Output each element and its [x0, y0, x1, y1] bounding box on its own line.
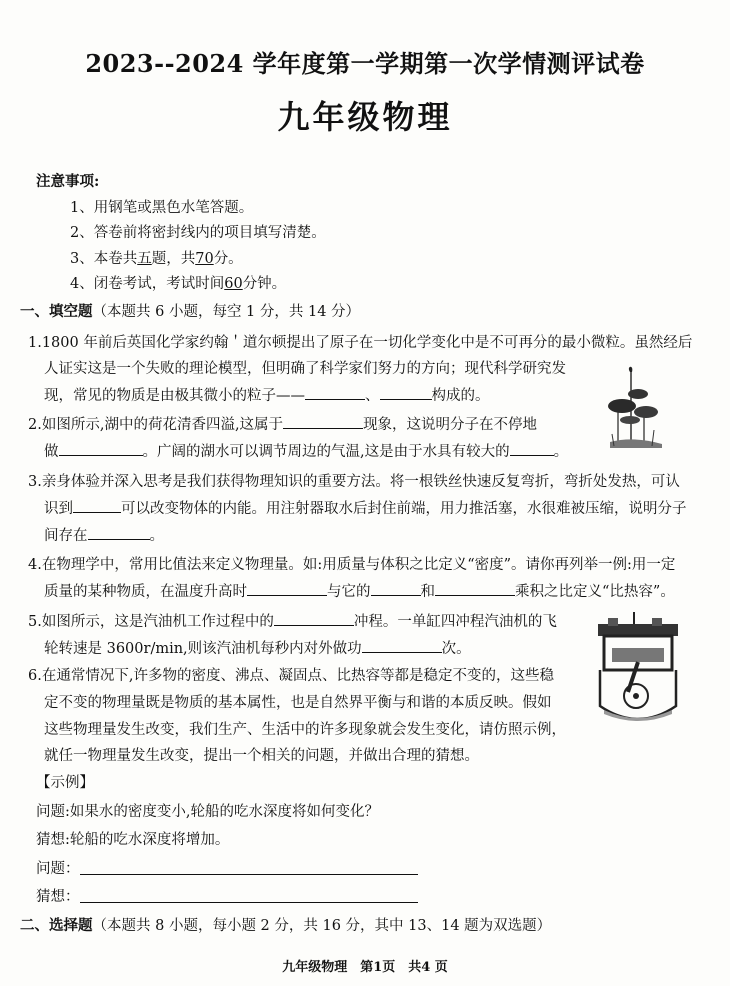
- q4-text-d: 乘积之比定义“比热容”。: [515, 584, 675, 600]
- q4-line-2: [44, 580, 675, 601]
- q2-text-d: 。广阔的湖水可以调节周边的气温,这是由于水具有较大的: [142, 444, 510, 460]
- q5-text-d: 次。: [441, 641, 471, 657]
- lotus-figure: [604, 364, 666, 452]
- section-1-title: 一、填空题: [20, 303, 93, 320]
- notice-item-3-start: 3、本卷共: [70, 251, 138, 267]
- q2-line-2: [44, 440, 568, 461]
- q3-blank-1[interactable]: [73, 498, 121, 513]
- notice-total-score: 70: [195, 251, 214, 267]
- q5-text-c: 轮转速是 3600r/min,则该汽油机每秒内对外做功: [44, 641, 362, 657]
- q6-line-3: 这些物理量发生改变，我们生产、生活中的许多现象就会发生变化，请仿照示例，: [44, 722, 566, 738]
- notice-item-4-end: 分钟。: [242, 276, 287, 292]
- q2-blank-2[interactable]: [59, 441, 143, 456]
- q6-answer-guess-line[interactable]: [80, 902, 418, 903]
- engine-figure: [590, 610, 686, 726]
- q2-text-b: 现象，这说明分子在不停地: [363, 417, 538, 433]
- q4-blank-1[interactable]: [247, 581, 327, 596]
- q1-blank-2[interactable]: [380, 385, 432, 400]
- q6-line-4: 就任一物理量发生改变，提出一个相关的问题，并做出合理的猜想。: [44, 748, 479, 764]
- q2-text-c: 做: [44, 444, 59, 460]
- q1-line-3: [44, 384, 490, 405]
- q5-text-a: 5.如图所示，这是汽油机工作过程中的: [28, 614, 274, 630]
- q3-line-1: 3.亲身体验并深入思考是我们获得物理知识的重要方法。将一根铁丝快速反复弯折，弯折处发热，可认: [28, 474, 680, 490]
- q1-text-a: 现，常见的物质是由极其微小的粒子——: [44, 388, 305, 404]
- q4-text-c: 和: [420, 584, 435, 600]
- q2-text-a: 2.如图所示,湖中的荷花清香四溢,这属于: [28, 417, 284, 433]
- q4-blank-2[interactable]: [371, 581, 421, 596]
- notice-item-3: [70, 247, 243, 268]
- q1-text-c: 构成的。: [431, 388, 490, 404]
- notice-question-count: 五: [137, 251, 152, 267]
- q3-text-d: 。: [149, 528, 164, 544]
- q2-text-e: 。: [553, 444, 569, 460]
- notice-item-2: 2、答卷前将密封线内的项目填写清楚。: [70, 225, 326, 241]
- section-2-heading: [20, 914, 551, 935]
- exam-subject: 九年级物理: [277, 98, 453, 136]
- q2-blank-1[interactable]: [283, 414, 363, 429]
- notice-exam-time: 60: [224, 276, 243, 292]
- q6-example-guess: 猜想:轮船的吃水深度将增加。: [36, 832, 230, 848]
- q5-blank-2[interactable]: [362, 638, 442, 653]
- q6-line-1: 6.在通常情况下,许多物的密度、沸点、凝固点、比热容等都是稳定不变的，这些稳: [28, 668, 554, 684]
- section-1-desc: （本题共 6 小题，每空 1 分，共 14 分）: [92, 304, 361, 320]
- q1-blank-1[interactable]: [305, 385, 365, 400]
- notice-item-1: 1、用钢笔或黑色水笔答题。: [70, 200, 254, 216]
- q3-blank-2[interactable]: [88, 525, 150, 540]
- exam-title: 2023--2024 学年度第一学期第一次学情测评试卷: [85, 49, 645, 78]
- q3-line-3: [44, 524, 164, 545]
- q3-line-2: [44, 497, 687, 518]
- q1-text-b: 、: [365, 388, 380, 404]
- notice-heading: 注意事项:: [36, 173, 100, 190]
- q4-line-1: 4.在物理学中，常用比值法来定义物理量。如:用质量与体积之比定义“密度”。请你再列举一例:用一定: [28, 557, 676, 573]
- notice-item-3-mid: 题，共: [151, 251, 196, 267]
- q6-example-label: 【示例】: [36, 775, 94, 791]
- q3-text-c: 间存在: [44, 528, 88, 544]
- q2-line-1: [28, 413, 537, 434]
- q4-text-b: 与它的: [327, 584, 371, 600]
- q1-line-1: 1.1800 年前后英国化学家约翰＇道尔顿提出了原子在一切化学变化中是不可再分的最小微粒。虽然经后: [28, 335, 693, 351]
- q3-text-a: 识到: [44, 501, 73, 517]
- q4-text-a: 质量的某种物质，在温度升高时: [44, 584, 247, 600]
- q5-blank-1[interactable]: [274, 611, 354, 626]
- q5-text-b: 冲程。一单缸四冲程汽油机的飞: [353, 614, 557, 630]
- q6-answer-guess-label: 猜想：: [36, 889, 80, 905]
- q6-line-2: 定不变的物理量既是物质的基本属性，也是自然界平衡与和谐的本质反映。假如: [44, 695, 552, 711]
- q3-text-b: 可以改变物体的内能。用注射器取水后封住前端，用力推活塞，水很难被压缩，说明分子: [121, 501, 687, 517]
- notice-item-4-start: 4、闭卷考试，考试时间: [70, 276, 225, 292]
- page-footer: 九年级物理 第1页 共4 页: [282, 960, 448, 975]
- q5-line-1: [28, 610, 557, 631]
- q4-blank-3[interactable]: [435, 581, 515, 596]
- q6-answer-question-line[interactable]: [80, 874, 418, 875]
- q6-example-question: 问题:如果水的密度变小,轮船的吃水深度将如何变化？: [36, 804, 379, 820]
- q5-line-2: [44, 637, 471, 658]
- q6-answer-question-label: 问题：: [36, 861, 80, 877]
- section-2-desc: （本题共 8 小题，每小题 2 分，共 16 分，其中 13、14 题为双选题）: [92, 918, 552, 934]
- q2-blank-3[interactable]: [510, 441, 554, 456]
- notice-item-3-end: 分。: [213, 251, 243, 267]
- notice-item-4: [70, 272, 286, 293]
- q1-line-2: 人证实这是一个失败的理论模型，但明确了科学家们努力的方向；现代科学研究发: [44, 361, 566, 377]
- section-1-heading: [20, 300, 360, 321]
- section-2-title: 二、选择题: [20, 917, 93, 934]
